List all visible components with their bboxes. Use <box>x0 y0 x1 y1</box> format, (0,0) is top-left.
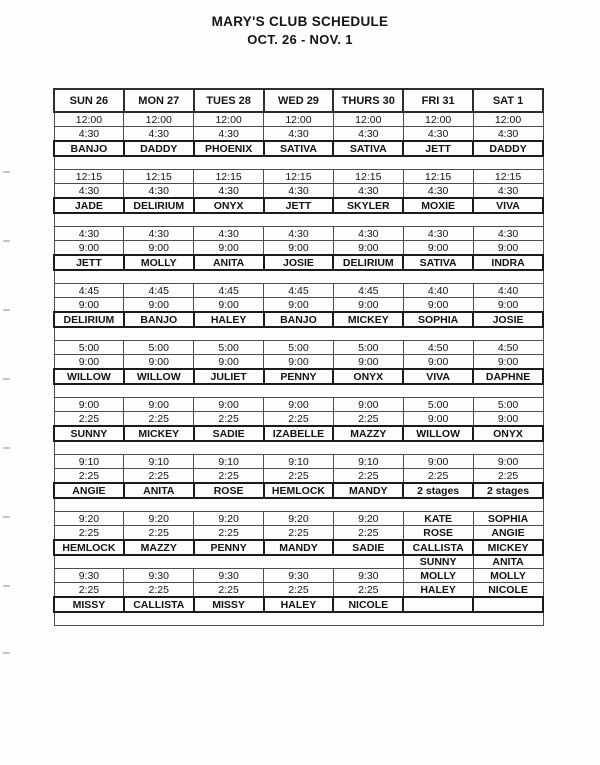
time-cell: 4:30 <box>124 227 194 241</box>
name-cell: JOSIE <box>473 312 543 327</box>
time-cell: 12:00 <box>54 112 124 127</box>
time-cell: 12:00 <box>124 112 194 127</box>
time-cell: 4:50 <box>403 341 473 355</box>
time-cell: 9:00 <box>124 398 194 412</box>
time-cell: 2:25 <box>264 526 334 541</box>
name-cell: ANITA <box>473 555 543 569</box>
time-cell: 12:00 <box>264 112 334 127</box>
time-cell: 4:30 <box>264 127 334 142</box>
time-cell: 4:45 <box>54 284 124 298</box>
time-cell: 2:25 <box>54 526 124 541</box>
name-cell: DELIRIUM <box>333 255 403 270</box>
name-cell: MANDY <box>264 540 334 555</box>
name-cell: JETT <box>403 141 473 156</box>
name-cell: SOPHIA <box>403 312 473 327</box>
time-cell: 2:25 <box>54 469 124 484</box>
time-cell: 9:30 <box>264 569 334 583</box>
time-cell: MOLLY <box>473 569 543 583</box>
time-cell: 9:00 <box>124 355 194 370</box>
time-cell: ROSE <box>403 526 473 541</box>
name-cell: JETT <box>264 198 334 213</box>
time-cell: 9:00 <box>194 298 264 313</box>
time-cell: 2:25 <box>194 469 264 484</box>
day-header-cell: FRI 31 <box>403 89 473 112</box>
spacer-cell <box>54 555 403 569</box>
spacer-row <box>54 327 543 341</box>
spacer-row <box>54 441 543 455</box>
time-cell: 2:25 <box>264 412 334 427</box>
time-cell: 4:30 <box>403 227 473 241</box>
time-cell: MOLLY <box>403 569 473 583</box>
time-cell: 2:25 <box>403 469 473 484</box>
time-cell: 4:30 <box>124 127 194 142</box>
name-cell: IZABELLE <box>264 426 334 441</box>
name-cell: BANJO <box>54 141 124 156</box>
scan-artifact <box>3 378 10 380</box>
time-row <box>54 469 543 484</box>
name-cell: ANITA <box>124 483 194 498</box>
spacer-row <box>54 498 543 512</box>
time-cell: 2:25 <box>54 583 124 598</box>
name-cell: ANITA <box>194 255 264 270</box>
name-cell: PENNY <box>194 540 264 555</box>
day-header-cell: SAT 1 <box>473 89 543 112</box>
name-cell: VIVA <box>403 369 473 384</box>
time-cell: 2:25 <box>194 412 264 427</box>
time-cell: 9:00 <box>264 298 334 313</box>
scan-artifact <box>3 171 10 173</box>
name-row <box>54 426 543 441</box>
time-row <box>54 569 543 583</box>
time-cell: 9:00 <box>473 455 543 469</box>
scan-artifact <box>3 447 10 449</box>
time-cell: 9:00 <box>54 355 124 370</box>
time-cell: 9:10 <box>194 455 264 469</box>
name-cell: WILLOW <box>124 369 194 384</box>
name-row <box>54 483 543 498</box>
time-cell: 9:10 <box>264 455 334 469</box>
time-cell: 2:25 <box>333 526 403 541</box>
name-cell: MANDY <box>333 483 403 498</box>
name-cell: DELIRIUM <box>54 312 124 327</box>
name-cell: MOXIE <box>403 198 473 213</box>
time-cell: 2:25 <box>264 469 334 484</box>
name-row <box>54 312 543 327</box>
name-cell: WILLOW <box>54 369 124 384</box>
name-cell: PHOENIX <box>194 141 264 156</box>
time-cell: 12:00 <box>333 112 403 127</box>
time-cell: 2:25 <box>124 469 194 484</box>
time-row <box>54 412 543 427</box>
time-cell: 9:00 <box>124 241 194 256</box>
spacer-row <box>54 612 543 626</box>
page-title: MARY'S CLUB SCHEDULE <box>211 14 389 29</box>
time-cell: 4:45 <box>124 284 194 298</box>
time-cell: 12:15 <box>124 170 194 184</box>
time-cell: 2:25 <box>333 469 403 484</box>
time-cell: 9:00 <box>194 241 264 256</box>
name-row <box>54 597 543 612</box>
time-cell: 2:25 <box>473 469 543 484</box>
time-cell: 4:30 <box>264 227 334 241</box>
scan-artifact <box>3 309 10 311</box>
spacer-cell <box>54 384 543 398</box>
date-range: OCT. 26 - NOV. 1 <box>247 32 353 47</box>
time-cell: 9:30 <box>54 569 124 583</box>
name-cell: MOLLY <box>124 255 194 270</box>
time-cell: 4:45 <box>264 284 334 298</box>
name-cell: PENNY <box>264 369 334 384</box>
name-cell: HALEY <box>264 597 334 612</box>
spacer-row <box>54 213 543 227</box>
name-cell: HEMLOCK <box>264 483 334 498</box>
time-cell: 9:00 <box>403 241 473 256</box>
name-cell: ONYX <box>473 426 543 441</box>
name-row <box>54 255 543 270</box>
time-cell: 9:00 <box>264 355 334 370</box>
time-row <box>54 341 543 355</box>
time-cell: 5:00 <box>333 341 403 355</box>
time-cell: 2:25 <box>124 526 194 541</box>
time-row <box>54 127 543 142</box>
name-cell: ONYX <box>333 369 403 384</box>
time-cell: 5:00 <box>54 341 124 355</box>
time-cell: 2:25 <box>54 412 124 427</box>
day-header-cell: TUES 28 <box>194 89 264 112</box>
time-row <box>54 170 543 184</box>
time-cell: 12:15 <box>194 170 264 184</box>
time-cell: 4:30 <box>333 184 403 199</box>
spacer_names-row <box>54 555 543 569</box>
time-cell: 9:00 <box>403 455 473 469</box>
time-cell: 5:00 <box>403 398 473 412</box>
time-cell: 9:20 <box>124 512 194 526</box>
time-cell: 4:30 <box>403 127 473 142</box>
scan-artifact <box>3 652 10 654</box>
spacer-cell <box>54 270 543 284</box>
time-cell: 4:30 <box>194 127 264 142</box>
name-cell: SATIVA <box>264 141 334 156</box>
time-cell: 9:00 <box>473 241 543 256</box>
time-cell: 9:00 <box>264 398 334 412</box>
name-cell: ANGIE <box>54 483 124 498</box>
day-header-cell: WED 29 <box>264 89 334 112</box>
time-cell: 9:10 <box>54 455 124 469</box>
time-cell: 2:25 <box>333 583 403 598</box>
time-cell: 12:00 <box>194 112 264 127</box>
time-cell: 12:15 <box>264 170 334 184</box>
scan-artifact <box>3 516 10 518</box>
time-cell: 9:00 <box>194 355 264 370</box>
name-cell: DADDY <box>124 141 194 156</box>
spacer-cell <box>54 327 543 341</box>
name-cell: SATIVA <box>333 141 403 156</box>
name-cell: JOSIE <box>264 255 334 270</box>
day-header-cell: THURS 30 <box>333 89 403 112</box>
time-cell: 5:00 <box>264 341 334 355</box>
spacer-row <box>54 270 543 284</box>
name-cell: BANJO <box>264 312 334 327</box>
spacer-cell <box>54 156 543 170</box>
time-cell: 12:15 <box>473 170 543 184</box>
time-cell: 9:00 <box>403 355 473 370</box>
time-cell: 4:30 <box>333 127 403 142</box>
name-cell: WILLOW <box>403 426 473 441</box>
day-header-row <box>54 89 543 112</box>
time-cell: 9:00 <box>403 298 473 313</box>
time-row <box>54 227 543 241</box>
time-cell: 9:00 <box>473 298 543 313</box>
spacer-cell <box>54 498 543 512</box>
time-cell: 9:00 <box>333 241 403 256</box>
time-row <box>54 398 543 412</box>
time-cell: 2:25 <box>264 583 334 598</box>
name-row <box>54 369 543 384</box>
time-cell: 9:30 <box>124 569 194 583</box>
time-cell: 9:00 <box>333 398 403 412</box>
time-cell: 4:30 <box>194 184 264 199</box>
time-row <box>54 583 543 598</box>
time-cell: 9:20 <box>333 512 403 526</box>
time-cell: 9:20 <box>54 512 124 526</box>
time-cell: 4:30 <box>473 127 543 142</box>
spacer-cell <box>54 213 543 227</box>
name-cell: MAZZY <box>124 540 194 555</box>
spacer-row <box>54 384 543 398</box>
time-row <box>54 184 543 199</box>
name-cell: ONYX <box>194 198 264 213</box>
time-cell: 9:00 <box>333 355 403 370</box>
spacer-cell <box>54 441 543 455</box>
schedule-body <box>54 112 543 626</box>
spacer-cell <box>54 612 543 626</box>
day-header-cell: SUN 26 <box>54 89 124 112</box>
name-cell: NICOLE <box>333 597 403 612</box>
time-row <box>54 298 543 313</box>
time-cell: 4:30 <box>403 184 473 199</box>
time-cell: 4:30 <box>54 184 124 199</box>
time-cell: 4:30 <box>54 227 124 241</box>
name-cell: JETT <box>54 255 124 270</box>
name-cell: MICKEY <box>333 312 403 327</box>
time-cell: 12:00 <box>473 112 543 127</box>
time-cell: 9:30 <box>194 569 264 583</box>
time-cell: 9:00 <box>333 298 403 313</box>
name-cell: CALLISTA <box>124 597 194 612</box>
time-cell: 9:10 <box>124 455 194 469</box>
name-cell: HEMLOCK <box>54 540 124 555</box>
time-cell: 2:25 <box>333 412 403 427</box>
name-cell: 2 stages <box>473 483 543 498</box>
time-cell: 9:00 <box>54 398 124 412</box>
time-row <box>54 241 543 256</box>
time-cell: NICOLE <box>473 583 543 598</box>
page-heading <box>0 13 600 49</box>
name-cell: JULIET <box>194 369 264 384</box>
time-row <box>54 526 543 541</box>
name-row <box>54 540 543 555</box>
name-cell: INDRA <box>473 255 543 270</box>
time-cell: 4:30 <box>473 227 543 241</box>
schedule-table <box>53 88 544 626</box>
scan-artifact <box>3 240 10 242</box>
name-cell: JADE <box>54 198 124 213</box>
time-cell: HALEY <box>403 583 473 598</box>
time-cell: 4:30 <box>194 227 264 241</box>
time-cell: 9:00 <box>194 398 264 412</box>
time-cell: 12:15 <box>333 170 403 184</box>
time-cell: 4:30 <box>473 184 543 199</box>
time-cell: 4:30 <box>264 184 334 199</box>
time-cell: 4:30 <box>124 184 194 199</box>
time-cell: 12:00 <box>403 112 473 127</box>
time-cell: ANGIE <box>473 526 543 541</box>
name-row <box>54 141 543 156</box>
time-cell: KATE <box>403 512 473 526</box>
name-cell: MISSY <box>54 597 124 612</box>
time-cell: 2:25 <box>124 583 194 598</box>
time-cell: 9:20 <box>264 512 334 526</box>
name-cell: VIVA <box>473 198 543 213</box>
name-cell: DAPHNE <box>473 369 543 384</box>
time-cell: 9:20 <box>194 512 264 526</box>
time-cell: 4:40 <box>473 284 543 298</box>
name-cell: MAZZY <box>333 426 403 441</box>
time-row <box>54 112 543 127</box>
time-cell: 2:25 <box>194 526 264 541</box>
time-cell: 4:45 <box>194 284 264 298</box>
name-cell: MISSY <box>194 597 264 612</box>
time-cell: 9:00 <box>124 298 194 313</box>
time-cell: 2:25 <box>194 583 264 598</box>
name-row <box>54 198 543 213</box>
time-cell: 4:40 <box>403 284 473 298</box>
time-cell: 12:15 <box>403 170 473 184</box>
name-cell: MICKEY <box>124 426 194 441</box>
schedule-header <box>54 89 543 112</box>
time-cell: 9:00 <box>473 355 543 370</box>
name-cell: HALEY <box>194 312 264 327</box>
time-cell: 9:00 <box>54 298 124 313</box>
time-row <box>54 512 543 526</box>
name-cell: SUNNY <box>403 555 473 569</box>
time-cell: 5:00 <box>473 398 543 412</box>
name-cell: DELIRIUM <box>124 198 194 213</box>
time-cell: 12:15 <box>54 170 124 184</box>
scan-artifact <box>3 585 10 587</box>
time-row <box>54 455 543 469</box>
time-cell: 4:45 <box>333 284 403 298</box>
name-cell: DADDY <box>473 141 543 156</box>
time-cell: 9:00 <box>264 241 334 256</box>
name-cell: SADIE <box>333 540 403 555</box>
name-cell: BANJO <box>124 312 194 327</box>
time-cell: 9:10 <box>333 455 403 469</box>
name-cell: SATIVA <box>403 255 473 270</box>
name-cell: MICKEY <box>473 540 543 555</box>
name-cell: 2 stages <box>403 483 473 498</box>
time-cell: 9:00 <box>54 241 124 256</box>
time-cell: 5:00 <box>194 341 264 355</box>
time-cell: SOPHIA <box>473 512 543 526</box>
name-cell <box>473 597 543 612</box>
name-cell: CALLISTA <box>403 540 473 555</box>
day-header-cell: MON 27 <box>124 89 194 112</box>
name-cell: ROSE <box>194 483 264 498</box>
name-cell: SUNNY <box>54 426 124 441</box>
time-row <box>54 284 543 298</box>
time-cell: 4:30 <box>333 227 403 241</box>
time-cell: 9:00 <box>403 412 473 427</box>
time-row <box>54 355 543 370</box>
name-cell: SADIE <box>194 426 264 441</box>
spacer-row <box>54 156 543 170</box>
name-cell: SKYLER <box>333 198 403 213</box>
time-cell: 9:30 <box>333 569 403 583</box>
time-cell: 9:00 <box>473 412 543 427</box>
time-cell: 5:00 <box>124 341 194 355</box>
time-cell: 4:30 <box>54 127 124 142</box>
time-cell: 4:50 <box>473 341 543 355</box>
time-cell: 2:25 <box>124 412 194 427</box>
name-cell <box>403 597 473 612</box>
